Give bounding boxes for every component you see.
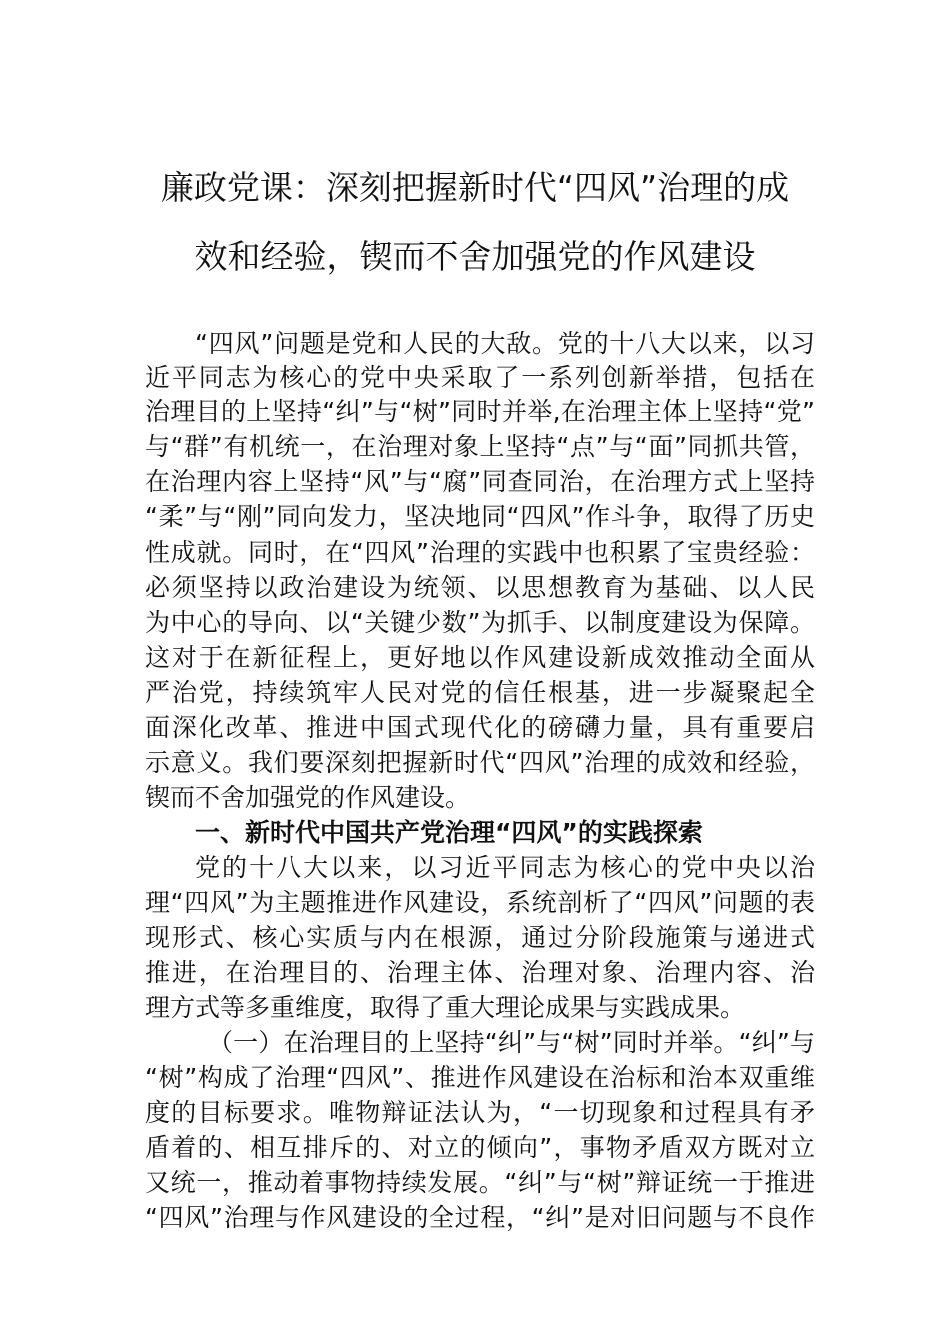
body-line: 理方式等多重维度，取得了重大理论成果与实践成果。 (145, 993, 746, 1022)
body-line: 近平同志为核心的党中央采取了一系列创新举措，包括在 (145, 363, 815, 392)
body-line: 现形式、核心实质与内在根源，通过分阶段施策与递进式 (145, 923, 815, 952)
document-title-line-2: 效和经验，锲而不舍加强党的作风建设 (194, 237, 756, 276)
document-title-line-1: 廉政党课：深刻把握新时代“四风”治理的成 (160, 168, 790, 207)
body-line: 理“四风”为主题推进作风建设，系统剖析了“四风”问题的表 (145, 888, 815, 917)
body-line: 必须坚持以政治建设为统领、以思想教育为基础、以人民 (145, 573, 815, 602)
body-line: 党的十八大以来，以习近平同志为核心的党中央以治 (195, 853, 815, 882)
body-line: 又统一，推动着事物持续发展。“纠”与“树”辩证统一于推进 (145, 1168, 815, 1197)
body-line: 与“群”有机统一，在治理对象上坚持“点”与“面”同抓共管， (145, 432, 815, 461)
body-line: 盾着的、相互排斥的、对立的倾向”，事物矛盾双方既对立 (145, 1133, 815, 1162)
body-line: 面深化改革、推进中国式现代化的磅礴力量，具有重要启 (145, 713, 815, 742)
body-line: 推进，在治理目的、治理主体、治理对象、治理内容、治 (145, 958, 815, 987)
body-line: 度的目标要求。唯物辩证法认为，“一切现象和过程具有矛 (145, 1098, 815, 1127)
body-line: 性成就。同时，在“四风”治理的实践中也积累了宝贵经验： (145, 538, 815, 567)
body-line: “四风”治理与作风建设的全过程，“纠”是对旧问题与不良作 (145, 1203, 815, 1232)
body-line: “树”构成了治理“四风”、推进作风建设在治标和治本双重维 (145, 1063, 815, 1092)
section-heading: 一、新时代中国共产党治理“四风”的实践探索 (195, 818, 703, 847)
body-line: 示意义。我们要深刻把握新时代“四风”治理的成效和经验， (145, 748, 815, 777)
body-line: 在治理内容上坚持“风”与“腐”同查同治，在治理方式上坚持 (145, 467, 815, 496)
body-line: 为中心的导向、以“关键少数”为抓手、以制度建设为保障。 (145, 608, 815, 637)
body-line: 锲而不舍加强党的作风建设。 (145, 783, 471, 812)
body-line: 治理目的上坚持“纠”与“树”同时并举,在治理主体上坚持“党” (145, 397, 815, 426)
body-line: 严治党，持续筑牢人民对党的信任根基，进一步凝聚起全 (145, 678, 815, 707)
body-line: “四风”问题是党和人民的大敌。党的十八大以来，以习 (195, 329, 815, 358)
body-line: 这对于在新征程上，更好地以作风建设新成效推动全面从 (145, 643, 815, 672)
body-line: （一）在治理目的上坚持“纠”与“树”同时并举。“纠”与 (208, 1028, 815, 1057)
body-line: “柔”与“刚”同向发力，坚决地同“四风”作斗争，取得了历史 (145, 502, 815, 531)
